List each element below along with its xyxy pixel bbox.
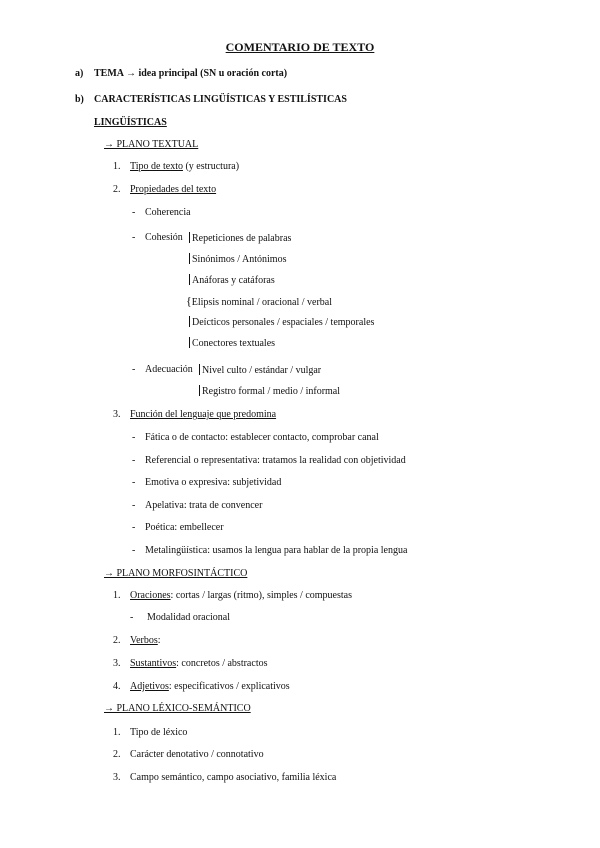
adjetivos-detail: : especificativos / explicativos bbox=[168, 681, 290, 692]
sustantivos-detail: : concretos / abstractos bbox=[176, 658, 268, 669]
list-item: Carácter denotativo / connotativo bbox=[130, 749, 264, 760]
plano-textual-heading: → PLANO TEXTUAL bbox=[104, 139, 199, 150]
list-item: Campo semántico, campo asociativo, familia léxica bbox=[130, 772, 337, 783]
section-b-marker: b) bbox=[75, 94, 84, 105]
verbos-detail: : bbox=[157, 635, 161, 646]
item-number: 2. bbox=[113, 635, 121, 646]
list-item bbox=[130, 161, 239, 173]
oraciones-label: Oraciones bbox=[130, 590, 171, 601]
cohesion-item bbox=[189, 253, 286, 266]
dash-bullet: - bbox=[132, 500, 136, 511]
item-number: 3. bbox=[113, 772, 121, 783]
funcion-item: Emotiva o expresiva: subjetividad bbox=[145, 477, 282, 488]
item-number: 2. bbox=[113, 184, 121, 195]
dash-bullet: - bbox=[132, 207, 136, 218]
cohesion-item-text: Conectores textuales bbox=[192, 338, 276, 349]
item-number: 3. bbox=[113, 658, 121, 669]
section-a-marker: a) bbox=[75, 68, 84, 79]
bracket-line bbox=[199, 385, 200, 396]
bracket-line bbox=[189, 337, 190, 348]
dash-bullet: - bbox=[132, 432, 136, 443]
funcion-item: Poética: embellecer bbox=[145, 522, 224, 533]
funcion-item: Metalingüística: usamos la lengua para hablar de la propia lengua bbox=[145, 545, 408, 556]
item-number: 1. bbox=[113, 590, 121, 601]
tema-description: idea principal (SN u oración corta) bbox=[138, 68, 288, 79]
adecuacion-item bbox=[199, 364, 321, 377]
plano-morfosintactico-heading: → PLANO MORFOSINTÁCTICO bbox=[104, 568, 248, 579]
bracket-line bbox=[189, 253, 190, 264]
adecuacion-item-text: Registro formal / medio / informal bbox=[202, 386, 341, 397]
cohesion-item bbox=[189, 337, 275, 350]
oraciones-detail: : cortas / largas (ritmo), simples / compuestas bbox=[170, 590, 352, 601]
cohesion-item bbox=[189, 316, 374, 329]
funcion-item: Referencial o representativa: tratamos la realidad con objetividad bbox=[145, 455, 406, 466]
tipo-texto-label: Tipo de texto bbox=[130, 161, 183, 172]
linguisticas-heading: LINGÜÍSTICAS bbox=[94, 117, 167, 128]
cohesion-item bbox=[186, 295, 332, 309]
cohesion-item-text: Elipsis nominal / oracional / verbal bbox=[191, 297, 333, 308]
cohesion-item-text: Repeticiones de palabras bbox=[192, 233, 292, 244]
list-item bbox=[130, 658, 267, 670]
cohesion-item bbox=[189, 232, 291, 245]
verbos-label: Verbos bbox=[130, 635, 158, 646]
list-item: Tipo de léxico bbox=[130, 727, 188, 738]
propiedades-label: Propiedades del texto bbox=[130, 184, 217, 195]
funcion-item: Apelativa: trata de convencer bbox=[145, 500, 263, 511]
cohesion-item-text: Anáforas y catáforas bbox=[192, 275, 275, 286]
dash-bullet: - bbox=[130, 612, 134, 623]
item-number: 3. bbox=[113, 409, 121, 420]
adecuacion-item bbox=[199, 385, 340, 398]
funcion-item: Fática o de contacto: establecer contacto, comprobar canal bbox=[145, 432, 379, 443]
brace-icon: { bbox=[186, 294, 192, 308]
sustantivos-label: Sustantivos bbox=[130, 658, 177, 669]
dash-bullet: - bbox=[132, 364, 136, 375]
bracket-line bbox=[199, 364, 200, 375]
cohesion-label: Cohesión bbox=[145, 232, 183, 243]
section-b-heading: CARACTERÍSTICAS LINGÜÍSTICAS Y ESTILÍSTICAS bbox=[94, 94, 347, 105]
bracket-line bbox=[189, 232, 190, 243]
tema-label: TEMA bbox=[94, 68, 124, 79]
cohesion-item-text: Deícticos personales / espaciales / temporales bbox=[192, 317, 375, 328]
bracket-line bbox=[189, 274, 190, 285]
plano-lexico-heading: → PLANO LÉXICO-SEMÁNTICO bbox=[104, 703, 251, 714]
dash-bullet: - bbox=[132, 477, 136, 488]
dash-bullet: - bbox=[132, 232, 136, 243]
adecuacion-item-text: Nivel culto / estándar / vulgar bbox=[202, 365, 322, 376]
list-item bbox=[130, 681, 290, 693]
cohesion-item-text: Sinónimos / Antónimos bbox=[192, 254, 287, 265]
arrow-icon: → bbox=[125, 68, 136, 79]
item-number: 1. bbox=[113, 161, 121, 172]
item-number: 2. bbox=[113, 749, 121, 760]
cohesion-item bbox=[189, 274, 275, 287]
item-number: 4. bbox=[113, 681, 121, 692]
section-a-line bbox=[94, 68, 287, 80]
coherencia-label: Coherencia bbox=[145, 207, 191, 218]
page-title: COMENTARIO DE TEXTO bbox=[225, 40, 375, 54]
adecuacion-label: Adecuación bbox=[145, 364, 193, 375]
list-item bbox=[130, 635, 161, 647]
list-item bbox=[130, 590, 352, 602]
dash-bullet: - bbox=[132, 545, 136, 556]
funcion-lenguaje-label: Función del lenguaje que predomina bbox=[130, 409, 277, 420]
bracket-line bbox=[189, 316, 190, 327]
modalidad-label: Modalidad oracional bbox=[147, 612, 231, 623]
adjetivos-label: Adjetivos bbox=[130, 681, 169, 692]
dash-bullet: - bbox=[132, 455, 136, 466]
dash-bullet: - bbox=[132, 522, 136, 533]
tipo-texto-detail: (y estructura) bbox=[182, 161, 240, 172]
item-number: 1. bbox=[113, 727, 121, 738]
